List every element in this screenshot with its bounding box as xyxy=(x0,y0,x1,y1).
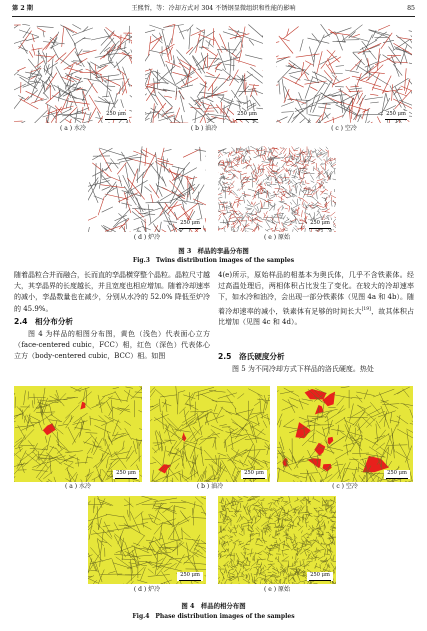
right-column xyxy=(218,270,414,328)
fig3-caption-c: ( c ) 空冷 xyxy=(331,125,357,132)
fig3-image-furnace-cooled xyxy=(88,146,206,232)
page-number: 85 xyxy=(407,5,415,12)
scale-bar xyxy=(113,470,139,479)
header-rule xyxy=(12,16,415,17)
left-paragraph-2: 图 4 为样品的相图分布图，黄色（浅色）代表面心立方（face-centered cubic，FCC）相，红色（深色）代表体心立方（body-centered cubic，BCC）相。如图 xyxy=(14,330,210,361)
fig4-image-air-cooled xyxy=(277,386,413,482)
scale-bar-line xyxy=(115,478,137,480)
scale-bar-line xyxy=(309,228,331,230)
scale-bar xyxy=(384,470,410,479)
scale-bar-line xyxy=(386,478,408,480)
fig3-caption-a: ( a ) 水冷 xyxy=(60,125,86,132)
fig3-caption-e: ( e ) 原始 xyxy=(264,234,290,241)
fig4-image-oil-cooled xyxy=(150,386,270,482)
fig3-image-water-cooled xyxy=(14,24,132,123)
section-2-4-heading: 2.4 相分布分析 xyxy=(14,317,74,326)
scale-bar-line xyxy=(385,119,407,121)
running-header xyxy=(12,3,415,15)
fig4-image-furnace-cooled xyxy=(88,496,206,584)
fig4-caption-a: ( a ) 水冷 xyxy=(65,483,91,490)
scale-bar xyxy=(177,572,203,581)
scale-bar xyxy=(383,111,409,120)
scale-bar-label: 250 μm xyxy=(116,470,136,476)
scale-bar xyxy=(307,572,333,581)
scale-bar-label: 250 μm xyxy=(310,572,330,578)
right-paragraph-1 xyxy=(218,270,414,328)
scale-bar xyxy=(234,111,260,120)
scale-bar-label: 250 μm xyxy=(310,220,330,226)
fig4-caption-e: ( e ) 原始 xyxy=(264,586,290,593)
scale-bar-label: 250 μm xyxy=(244,470,264,476)
scale-bar-label: 250 μm xyxy=(386,111,406,117)
fig3-image-oil-cooled xyxy=(145,24,263,123)
fig3-caption-d: ( d ) 炉冷 xyxy=(133,234,161,241)
fig3-title-en: Fig.3 Twins distribution images of the samples xyxy=(132,257,295,264)
fig3-image-air-cooled xyxy=(276,24,412,123)
scale-bar xyxy=(177,220,203,229)
fig4-image-water-cooled xyxy=(14,386,142,482)
scale-bar-line xyxy=(236,119,258,121)
fig4-title-en: Fig.4 Phase distribution images of the samples xyxy=(132,613,295,620)
right-paragraph-1-text-b: ，故其体积占比增加（见图 4c 和 4d）。 xyxy=(218,306,415,327)
right-paragraph-2: 图 5 为不同冷却方式下样品的洛氏硬度。热处 xyxy=(232,365,374,373)
scale-bar-line xyxy=(179,580,201,582)
left-column xyxy=(14,270,210,315)
scale-bar-label: 250 μm xyxy=(106,111,126,117)
fig4-caption-b: ( b ) 油冷 xyxy=(196,483,224,490)
fig3-caption-b: ( b ) 油冷 xyxy=(190,125,218,132)
scale-bar xyxy=(241,470,267,479)
scale-bar xyxy=(103,111,129,120)
fig3-image-original xyxy=(218,146,336,232)
scale-bar-line xyxy=(309,580,331,582)
fig4-caption-d: ( d ) 炉冷 xyxy=(133,586,161,593)
fig4-title-cn: 图 4 样品的相分布图 xyxy=(181,602,246,610)
scale-bar-line xyxy=(243,478,265,480)
fig3-title-cn: 图 3 样品的孪晶分布图 xyxy=(178,247,249,255)
right-paragraph-1-text-a: 4(e)所示，原始样品的相基本为奥氏体，几乎不含铁素体。经过高温处理后，两相体积占比发生了变化。在较大的冷却速率下，如水冷和油冷，会出现一部分铁素体（见图 4a 和 4b）。随着冷却速率的减小，铁素体有足够的时间长大 xyxy=(218,271,414,315)
fig4-caption-c: ( c ) 空冷 xyxy=(332,483,358,490)
section-2-5-heading: 2.5 洛氏硬度分析 xyxy=(218,352,285,361)
issue-number: 第 2 期 xyxy=(12,5,33,12)
citation-19: [19] xyxy=(361,306,371,312)
scale-bar-label: 250 μm xyxy=(180,572,200,578)
scale-bar xyxy=(307,220,333,229)
fig4-image-original xyxy=(218,496,336,584)
scale-bar-label: 250 μm xyxy=(180,220,200,226)
scale-bar-label: 250 μm xyxy=(237,111,257,117)
scale-bar-line xyxy=(105,119,127,121)
running-title: 王熙哲，等：冷却方式对 304 不锈钢显微组织和性能的影响 xyxy=(131,5,296,12)
scale-bar-label: 250 μm xyxy=(387,470,407,476)
scale-bar-line xyxy=(179,228,201,230)
left-paragraph-1: 随着晶粒合并而融合，长而直的孪晶横穿整个晶粒。晶粒尺寸越大，其孪晶界的长度越长，并且宽度也相应增加。随着冷却速率的减小，孪晶数量也在减少，分别从水冷的 52.0% 降低至炉冷的 45.9%。 xyxy=(14,271,210,313)
